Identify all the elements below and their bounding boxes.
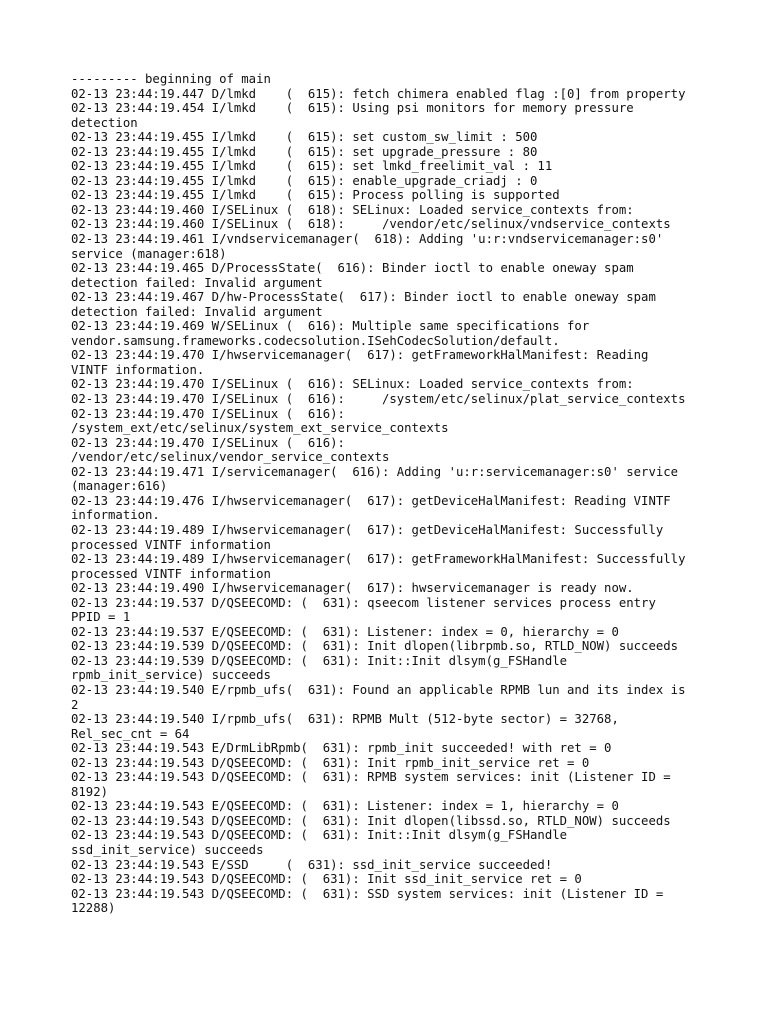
log-line: 02-13 23:44:19.469 W/SELinux ( 616): Multiple same specifications for bbox=[71, 319, 590, 334]
log-line: 02-13 23:44:19.543 D/QSEECOMD: ( 631): SSD system services: init (Listener ID = bbox=[71, 886, 664, 901]
log-line: processed VINTF information bbox=[71, 537, 271, 552]
log-line: 12288) bbox=[71, 901, 116, 916]
log-line: detection failed: Invalid argument bbox=[71, 275, 323, 290]
log-line: 02-13 23:44:19.540 I/rpmb_ufs( 631): RPMB Mult (512-byte sector) = 32768, bbox=[71, 712, 619, 727]
log-line: rpmb_init_service) succeeds bbox=[71, 668, 271, 683]
log-line: 02-13 23:44:19.455 I/lmkd ( 615): enable_upgrade_criadj : 0 bbox=[71, 173, 538, 188]
log-line: 02-13 23:44:19.461 I/vndservicemanager( 618): Adding 'u:r:vndservicemanager:s0' bbox=[71, 232, 664, 247]
log-line: (manager:616) bbox=[71, 479, 168, 494]
log-line: 8192) bbox=[71, 784, 109, 799]
log-line: 02-13 23:44:19.543 D/QSEECOMD: ( 631): Init ssd_init_service ret = 0 bbox=[71, 872, 582, 887]
log-line: 02-13 23:44:19.543 D/QSEECOMD: ( 631): Init rpmb_init_service ret = 0 bbox=[71, 755, 590, 770]
log-line: 02-13 23:44:19.470 I/SELinux ( 616): bbox=[71, 406, 345, 421]
log-line: 02-13 23:44:19.454 I/lmkd ( 615): Using psi monitors for memory pressure bbox=[71, 101, 634, 116]
log-line: information. bbox=[71, 508, 160, 523]
log-line: /system_ext/etc/selinux/system_ext_service_contexts bbox=[71, 421, 449, 436]
log-line: 02-13 23:44:19.455 I/lmkd ( 615): set custom_sw_limit : 500 bbox=[71, 130, 538, 145]
log-line: 02-13 23:44:19.543 E/DrmLibRpmb( 631): rpmb_init succeeded! with ret = 0 bbox=[71, 741, 612, 756]
log-line: ssd_init_service) succeeds bbox=[71, 842, 264, 857]
log-line: /vendor/etc/selinux/vendor_service_contexts bbox=[71, 450, 390, 465]
log-line: 02-13 23:44:19.455 I/lmkd ( 615): set lmkd_freelimit_val : 11 bbox=[71, 159, 553, 174]
log-line: 02-13 23:44:19.489 I/hwservicemanager( 617): getDeviceHalManifest: Successfully bbox=[71, 522, 664, 537]
log-line: 02-13 23:44:19.489 I/hwservicemanager( 617): getFrameworkHalManifest: Successfully bbox=[71, 552, 686, 567]
log-line: 02-13 23:44:19.543 D/QSEECOMD: ( 631): Init::Init dlsym(g_FSHandle bbox=[71, 828, 568, 843]
log-line: 02-13 23:44:19.539 D/QSEECOMD: ( 631): Init dlopen(librpmb.so, RTLD_NOW) succeeds bbox=[71, 639, 679, 654]
log-line: PPID = 1 bbox=[71, 610, 131, 625]
log-line: 02-13 23:44:19.540 E/rpmb_ufs( 631): Found an applicable RPMB lun and its index is bbox=[71, 682, 686, 697]
log-line: VINTF information. bbox=[71, 362, 205, 377]
log-line: 02-13 23:44:19.543 E/SSD ( 631): ssd_init_service succeeded! bbox=[71, 857, 553, 872]
log-line: 02-13 23:44:19.543 D/QSEECOMD: ( 631): RPMB system services: init (Listener ID = bbox=[71, 770, 671, 785]
log-line: 02-13 23:44:19.470 I/hwservicemanager( 617): getFrameworkHalManifest: Reading bbox=[71, 348, 649, 363]
log-line: 02-13 23:44:19.537 E/QSEECOMD: ( 631): Listener: index = 0, hierarchy = 0 bbox=[71, 624, 619, 639]
log-line: 02-13 23:44:19.470 I/SELinux ( 616): bbox=[71, 435, 345, 450]
log-line: detection bbox=[71, 115, 138, 130]
log-line: 02-13 23:44:19.447 D/lmkd ( 615): fetch chimera enabled flag :[0] from property bbox=[71, 86, 686, 101]
log-line: 02-13 23:44:19.470 I/SELinux ( 616): /system/etc/selinux/plat_service_contexts bbox=[71, 392, 686, 407]
log-line: --------- beginning of main bbox=[71, 72, 271, 86]
log-line: 2 bbox=[71, 697, 79, 712]
log-line: 02-13 23:44:19.539 D/QSEECOMD: ( 631): Init::Init dlsym(g_FSHandle bbox=[71, 653, 568, 668]
log-line: 02-13 23:44:19.465 D/ProcessState( 616): Binder ioctl to enable oneway spam bbox=[71, 261, 634, 276]
log-line: detection failed: Invalid argument bbox=[71, 304, 323, 319]
log-line: 02-13 23:44:19.470 I/SELinux ( 616): SELinux: Loaded service_contexts from: bbox=[71, 377, 634, 392]
log-line: 02-13 23:44:19.490 I/hwservicemanager( 617): hwservicemanager is ready now. bbox=[71, 581, 634, 596]
log-line: Rel_sec_cnt = 64 bbox=[71, 726, 190, 741]
log-line: 02-13 23:44:19.543 D/QSEECOMD: ( 631): Init dlopen(libssd.so, RTLD_NOW) succeeds bbox=[71, 813, 671, 828]
log-line: 02-13 23:44:19.543 E/QSEECOMD: ( 631): Listener: index = 1, hierarchy = 0 bbox=[71, 799, 619, 814]
log-line: vendor.samsung.frameworks.codecsolution.ISehCodecSolution/default. bbox=[71, 333, 560, 348]
log-line: 02-13 23:44:19.460 I/SELinux ( 618): /vendor/etc/selinux/vndservice_contexts bbox=[71, 217, 671, 232]
log-line: 02-13 23:44:19.471 I/servicemanager( 616): Adding 'u:r:servicemanager:s0' service bbox=[71, 464, 679, 479]
log-line: processed VINTF information bbox=[71, 566, 271, 581]
log-line: 02-13 23:44:19.460 I/SELinux ( 618): SELinux: Loaded service_contexts from: bbox=[71, 202, 634, 217]
log-line: service (manager:618) bbox=[71, 246, 227, 261]
log-line: 02-13 23:44:19.455 I/lmkd ( 615): set upgrade_pressure : 80 bbox=[71, 144, 538, 159]
log-line: 02-13 23:44:19.455 I/lmkd ( 615): Process polling is supported bbox=[71, 188, 560, 203]
log-line: 02-13 23:44:19.537 D/QSEECOMD: ( 631): qseecom listener services process entry bbox=[71, 595, 656, 610]
log-line: 02-13 23:44:19.467 D/hw-ProcessState( 617): Binder ioctl to enable oneway spam bbox=[71, 290, 656, 305]
log-document bbox=[71, 72, 731, 916]
log-line: 02-13 23:44:19.476 I/hwservicemanager( 617): getDeviceHalManifest: Reading VINTF bbox=[71, 493, 671, 508]
